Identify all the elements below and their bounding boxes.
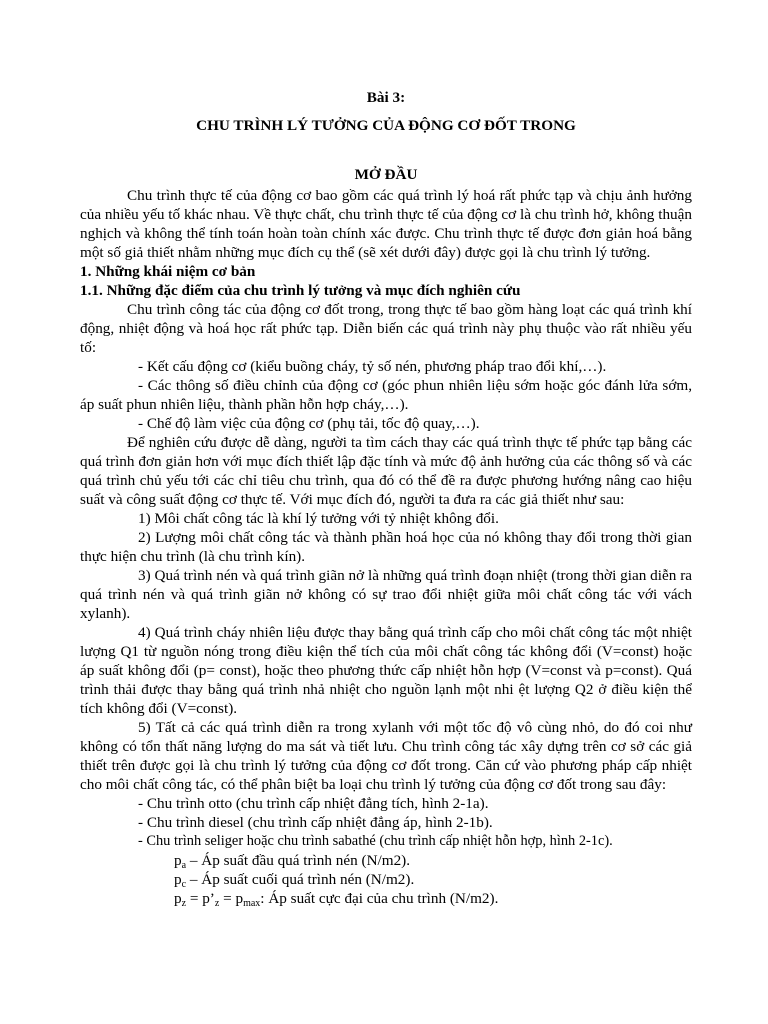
- section-heading-1-1: 1.1. Những đặc điểm của chu trình lý tưởng và mục đích nghiên cứu: [80, 282, 521, 299]
- cycle-item: - Chu trình seliger hoặc chu trình sabathé (chu trình cấp nhiệt hỗn hợp, hình 2-1c).: [138, 833, 613, 849]
- paragraph-1: Chu trình công tác của động cơ đốt trong, trong thực tế bao gồm hàng loạt các quá trình khí động, nhiệt động và hoá học rất phức tạp. Diễn biến các quá trình này phụ thuộc vào rất nhiều yếu tố:: [80, 301, 692, 356]
- cycle-item: - Chu trình diesel (chu trình cấp nhiệt đẳng áp, hình 2-1b).: [138, 814, 493, 831]
- factor-item: - Các thông số điều chỉnh của động cơ (góc phun nhiên liệu sớm hoặc góc đánh lửa sớm, áp suất phun nhiên liệu, thành phần hỗn hợp cháy,…).: [80, 377, 692, 413]
- variable-subscript: z: [214, 898, 220, 909]
- variable-definition: [80, 870, 692, 889]
- variable-symbol: p: [174, 852, 182, 869]
- page-title: CHU TRÌNH LÝ TƯỞNG CỦA ĐỘNG CƠ ĐỐT TRONG: [196, 117, 576, 134]
- variable-subscript: max: [243, 898, 261, 909]
- section-heading-1: 1. Những khái niệm cơ bản: [80, 263, 256, 280]
- assumption-item: 2) Lượng môi chất công tác và thành phần hoá học của nó không thay đổi trong thời gian thực hiện chu trình (là chu trình kín).: [80, 529, 692, 565]
- assumption-item: 3) Quá trình nén và quá trình giãn nở là những quá trình đoạn nhiệt (trong thời gian diễn ra quá trình nén và quá trình giãn nở không có sự trao đổi nhiệt giữa môi chất công tác với vách xylanh).: [80, 567, 692, 622]
- variable-equals: = p: [219, 890, 244, 907]
- variable-symbol: p: [174, 890, 182, 907]
- variable-subscript: z: [181, 898, 187, 909]
- intro-heading: MỞ ĐẦU: [354, 166, 418, 183]
- factor-item: - Chế độ làm việc của động cơ (phụ tải, tốc độ quay,…).: [138, 415, 480, 432]
- variable-subscript: c: [181, 879, 187, 890]
- variable-description: – Áp suất đầu quá trình nén (N/m2).: [186, 852, 411, 869]
- variable-definition: [80, 851, 692, 870]
- assumption-item: 5) Tất cả các quá trình diễn ra trong xylanh với một tốc độ vô cùng nhỏ, do đó coi như không có tổn thất năng lượng do ma sát và tiết lưu. Chu trình công tác xây dựng trên cơ sở các giả thiết trên được gọi là chu trình lý tưởng của động cơ đốt trong. Căn cứ vào phương pháp cấp nhiệt cho môi chất công tác, có thể phân biệt ba loại chu trình lý tưởng của động cơ đốt trong sau đây:: [80, 719, 692, 793]
- variable-subscript: a: [181, 860, 187, 871]
- variable-symbol: p: [174, 871, 182, 888]
- assumption-item: 1) Môi chất công tác là khí lý tưởng với tỷ nhiệt không đổi.: [138, 510, 499, 527]
- intro-paragraph: Chu trình thực tế của động cơ bao gồm các quá trình lý hoá rất phức tạp và chịu ảnh hưởng của nhiều yếu tố khác nhau. Về thực chất, chu trình thực tế của động cơ là chu trình hở, không thuận nghịch và không thể tính toán hoàn toàn chính xác được. Chu trình thực tế được đơn giản hoá bằng một số giả thiết nhằm những mục đích cụ thể (sẽ xét dưới đây) được gọi là chu trình lý tưởng.: [80, 187, 692, 261]
- cycle-item: - Chu trình otto (chu trình cấp nhiệt đẳng tích, hình 2-1a).: [138, 795, 489, 812]
- variable-equals: = p’: [186, 890, 215, 907]
- variable-description: : Áp suất cực đại của chu trình (N/m2).: [260, 890, 499, 907]
- variable-definition: [80, 889, 692, 908]
- assumption-item: 4) Quá trình cháy nhiên liệu được thay bằng quá trình cấp cho môi chất công tác một nhiệt lượng Q1 từ nguồn nóng trong điều kiện thể tích của môi chất công tác không đổi (V=const) hoặc áp suất không đổi (p= const), hoặc theo phương thức cấp nhiệt hỗn hợp (V=const và p=const). Quá trình thải được thay bằng quá trình nhả nhiệt cho nguồn lạnh một nhi ệt lượng Q2 ở điều kiện thể tích không đổi (V=const).: [80, 624, 692, 717]
- document-page: [80, 80, 692, 908]
- variable-description: – Áp suất cuối quá trình nén (N/m2).: [186, 871, 415, 888]
- factor-item: - Kết cấu động cơ (kiểu buồng cháy, tỷ số nén, phương pháp trao đổi khí,…).: [138, 358, 607, 375]
- paragraph-2: Để nghiên cứu được dễ dàng, người ta tìm cách thay các quá trình thực tế phức tạp bằng các quá trình đơn giản hơn với mục đích thiết lập đặc tính và mức độ ảnh hưởng của các thông số và các quá trình chủ yếu tới các chỉ tiêu chu trình, qua đó có thể đề ra được phương hướng nâng cao hiệu suất và công suất động cơ thực tế. Với mục đích đó, người ta đưa ra các giả thiết như sau:: [80, 434, 692, 508]
- lesson-number: Bài 3:: [366, 89, 406, 106]
